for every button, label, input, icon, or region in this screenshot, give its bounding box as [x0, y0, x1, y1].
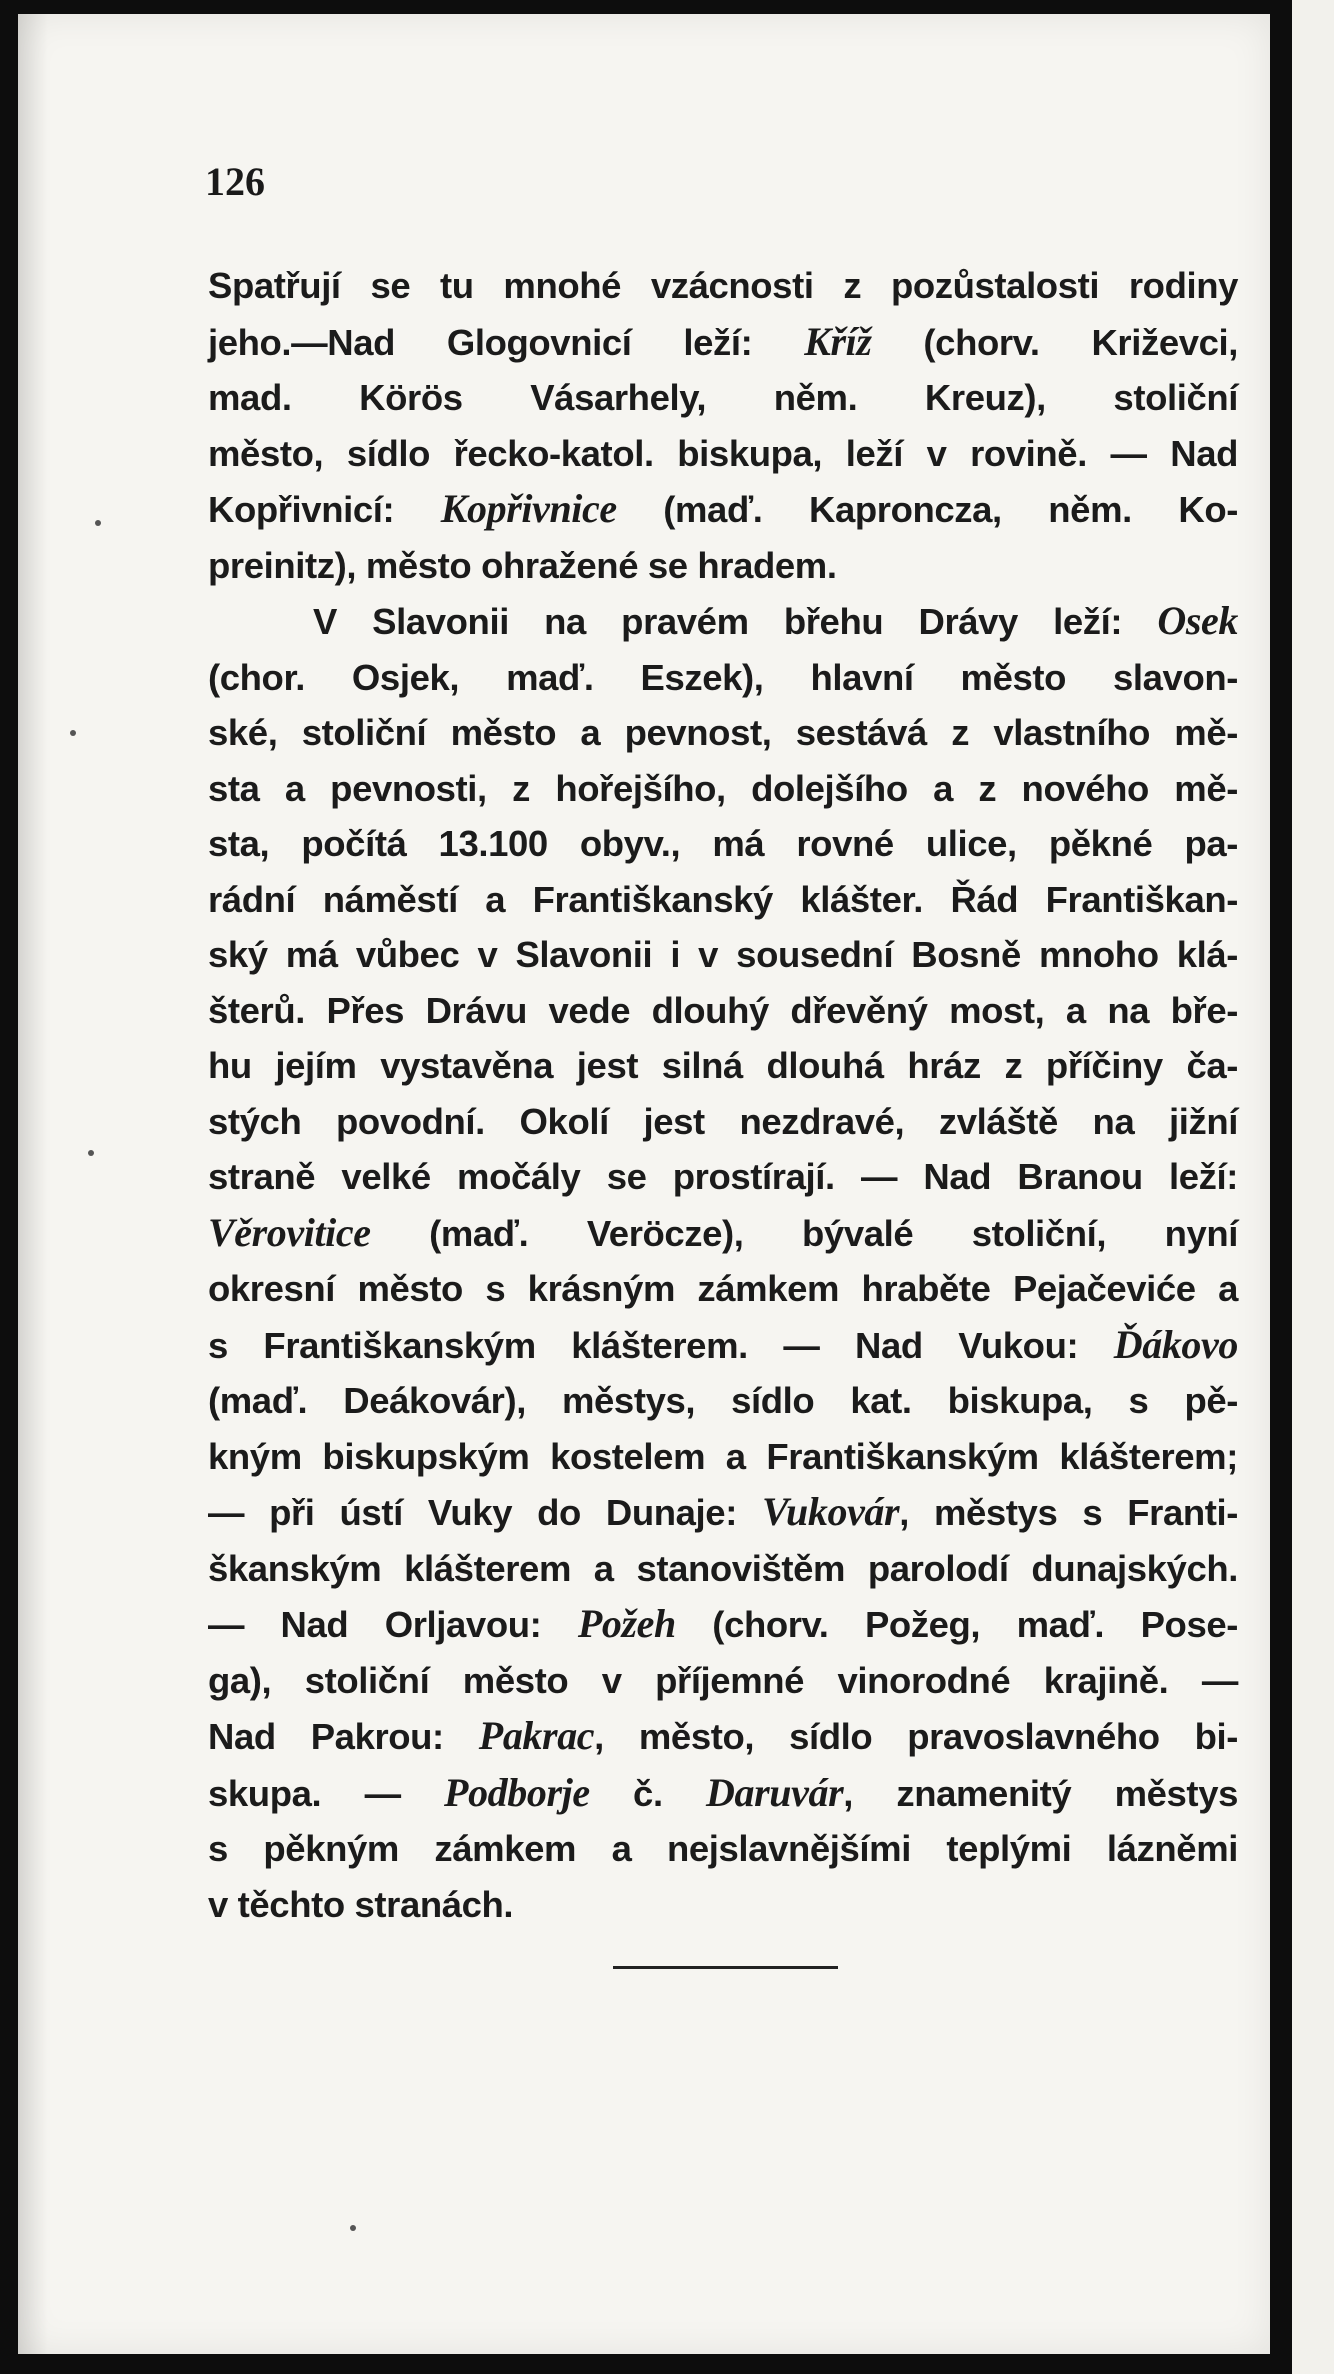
text-line: ský má vůbec v Slavonii i v sousední Bosně mnoho klá- — [208, 934, 1238, 975]
text-line: Věrovitice (maď. Veröcze), bývalé stoliční, nyní — [208, 1209, 1238, 1255]
text-line: město, sídlo řecko-katol. biskupa, leží v rovině. — Nad — [208, 432, 1238, 474]
text-line: Spatřují se tu mnohé vzácnosti z pozůstalosti rodiny — [208, 265, 1238, 306]
place-name: Podborje — [444, 1769, 590, 1815]
text-line: sta a pevnosti, z hořejšího, dolejšího a z nového mě- — [208, 767, 1238, 809]
text-line: rádní náměstí a Františkanský klášter. Řád Františkan- — [208, 878, 1238, 920]
text-line: — při ústí Vuky do Dunaje: Vukovár, městys s Franti- — [208, 1489, 1238, 1534]
text-line: Nad Pakrou: Pakrac, město, sídlo pravoslavného bi- — [208, 1713, 1238, 1758]
text-line: (maď. Deákovár), městys, sídlo kat. biskupa, s pě- — [208, 1380, 1238, 1421]
place-name: Věrovitice — [208, 1209, 371, 1255]
paper-speck — [88, 1150, 94, 1156]
place-name: Daruvár — [706, 1769, 844, 1815]
place-name: Vukovár — [761, 1489, 900, 1534]
page-body-text — [208, 258, 1238, 1932]
text-line: preinitz), město ohražené se hradem. — [208, 544, 837, 586]
section-end-rule — [613, 1966, 838, 1969]
text-line: Kopřivnicí: Kopřivnice (maď. Kaproncza, něm. Ko- — [208, 486, 1238, 531]
text-line: v těchto stranách. — [208, 1883, 514, 1925]
page-gutter-shadow — [18, 14, 48, 2354]
text-line: V Slavonii na pravém břehu Drávy leží: Osek — [313, 598, 1238, 643]
text-line: kným biskupským kostelem a Františkanským klášterem; — [208, 1435, 1238, 1477]
place-name: Kopřivnice — [440, 486, 617, 531]
next-page-edge — [1292, 0, 1334, 2374]
text-line: škanským klášterem a stanovištěm parolodí dunajských. — [208, 1547, 1238, 1589]
place-name: Pakrac — [478, 1713, 595, 1758]
text-line: hu jejím vystavěna jest silná dlouhá hráz z příčiny ča- — [208, 1045, 1238, 1086]
text-line: stých povodní. Okolí jest nezdravé, zvláště na jižní — [208, 1100, 1238, 1142]
text-line: jeho.—Nad Glogovnicí leží: Kříž (chorv. Križevci, — [208, 318, 1238, 364]
paper-speck — [70, 730, 76, 736]
paper-speck — [350, 2225, 356, 2231]
place-name: Kříž — [804, 318, 872, 364]
text-line: šterů. Přes Drávu vede dlouhý dřevěný most, a na bře- — [208, 989, 1238, 1031]
text-line: sta, počítá 13.100 obyv., má rovné ulice, pěkné pa- — [208, 823, 1238, 864]
text-line: s Františkanským klášterem. — Nad Vukou: Ďákovo — [208, 1321, 1238, 1367]
place-name: Požeh — [577, 1601, 676, 1646]
text-line: (chor. Osjek, maď. Eszek), hlavní město slavon- — [208, 656, 1238, 698]
place-name: Ďákovo — [1113, 1321, 1238, 1367]
text-line: mad. Körös Vásarhely, něm. Kreuz), stoliční — [208, 377, 1238, 418]
text-line: — Nad Orljavou: Požeh (chorv. Požeg, maď. Pose- — [208, 1601, 1239, 1646]
text-line: ga), stoliční město v příjemné vinorodné krajině. — — [208, 1659, 1238, 1701]
place-name: Osek — [1157, 598, 1238, 643]
text-line: s pěkným zámkem a nejslavnějšími teplými lázněmi — [208, 1828, 1238, 1869]
page-number: 126 — [205, 159, 265, 204]
text-line: ské, stoliční město a pevnost, sestává z vlastního mě- — [208, 712, 1238, 753]
text-line: okresní město s krásným zámkem hraběte Pejačeviće a — [208, 1268, 1238, 1309]
text-line: skupa. — Podborje č. Daruvár, znamenitý městys — [208, 1769, 1238, 1815]
paper-speck — [95, 520, 101, 526]
text-line: straně velké močály se prostírají. — Nad Branou leží: — [208, 1156, 1238, 1197]
